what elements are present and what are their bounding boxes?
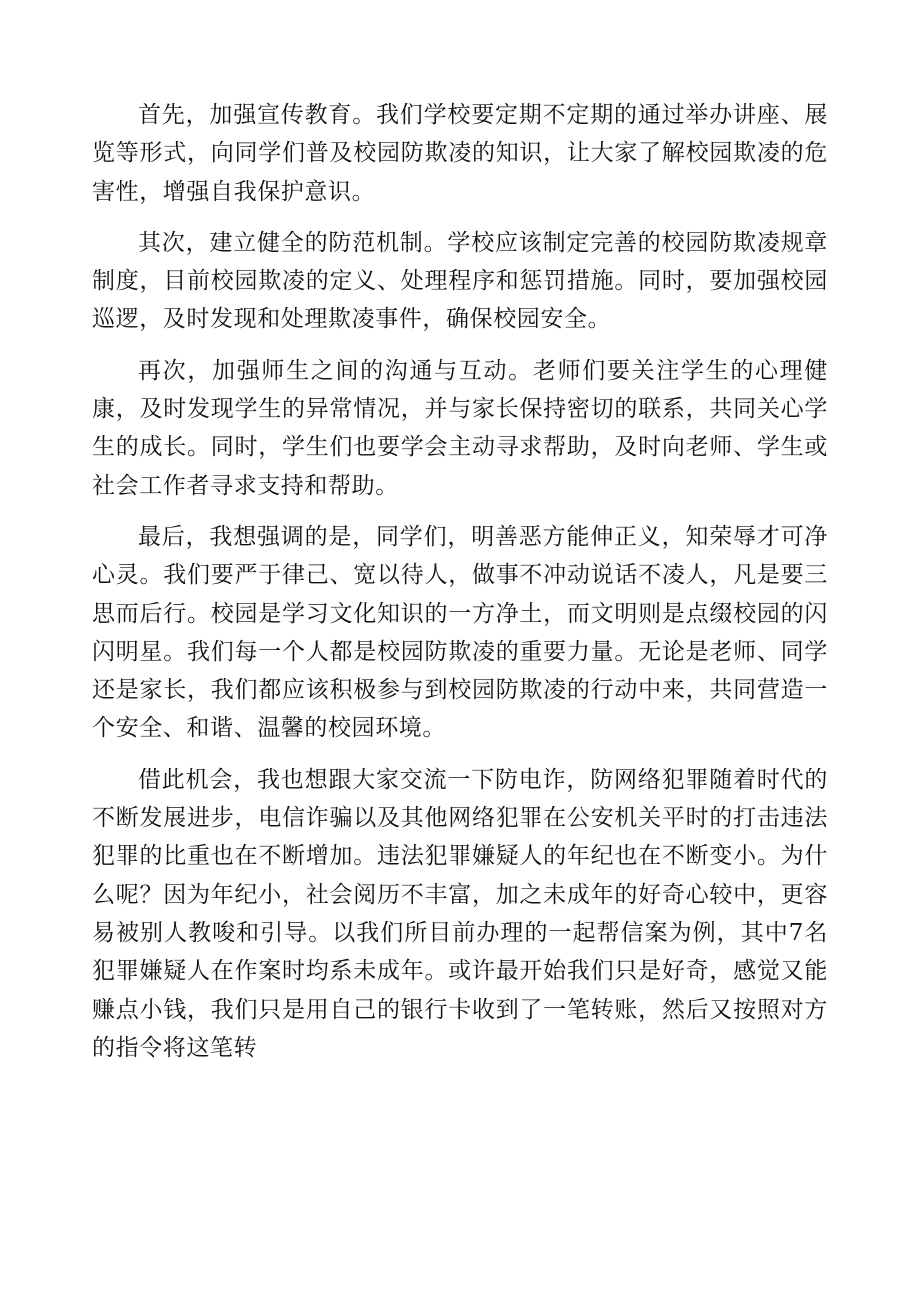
paragraph-prevention-mechanism: 其次，建立健全的防范机制。学校应该制定完善的校园防欺凌规章制度，目前校园欺凌的定义、处理程序和惩罚措施。同时，要加强校园巡逻，及时发现和处理欺凌事件，确保校园安全。 [92, 229, 828, 333]
paragraph-anti-fraud: 借此机会，我也想跟大家交流一下防电诈，防网络犯罪随着时代的不断发展进步，电信诈骗以及其他网络犯罪在公安机关平时的打击违法犯罪的比重也在不断增加。违法犯罪嫌疑人的年纪也在不断变小。为什么呢？因为年纪小，社会阅历不丰富，加之未成年的好奇心较中，更容易被别人教唆和引导。以我们所目前办理的一起帮信案为例，其中7名犯罪嫌疑人在作案时均系未成年。或许最开始我们只是好奇，感觉又能赚点小钱，我们只是用自己的银行卡收到了一笔转账，然后又按照对方的指令将这笔转 [92, 766, 828, 1061]
paragraph-closing-emphasis: 最后，我想强调的是，同学们，明善恶方能伸正义，知荣辱才可净心灵。我们要严于律己、宽以待人，做事不冲动说话不凌人，凡是要三思而后行。校园是学习文化知识的一方净土，而文明则是点缀校园的闪闪明星。我们每一个人都是校园防欺凌的重要力量。无论是老师、同学还是家长，我们都应该积极参与到校园防欺凌的行动中来，共同营造一个安全、和谐、温馨的校园环境。 [92, 523, 828, 742]
paragraph-teacher-student-communication: 再次，加强师生之间的沟通与互动。老师们要关注学生的心理健康，及时发现学生的异常情况，并与家长保持密切的联系，共同关心学生的成长。同时，学生们也要学会主动寻求帮助，及时向老师、学生或社会工作者寻求支持和帮助。 [92, 357, 828, 499]
document-body [92, 96, 828, 1067]
paragraph-publicity-education: 首先，加强宣传教育。我们学校要定期不定期的通过举办讲座、展览等形式，向同学们普及校园防欺凌的知识，让大家了解校园欺凌的危害性，增强自我保护意识。 [92, 102, 828, 205]
